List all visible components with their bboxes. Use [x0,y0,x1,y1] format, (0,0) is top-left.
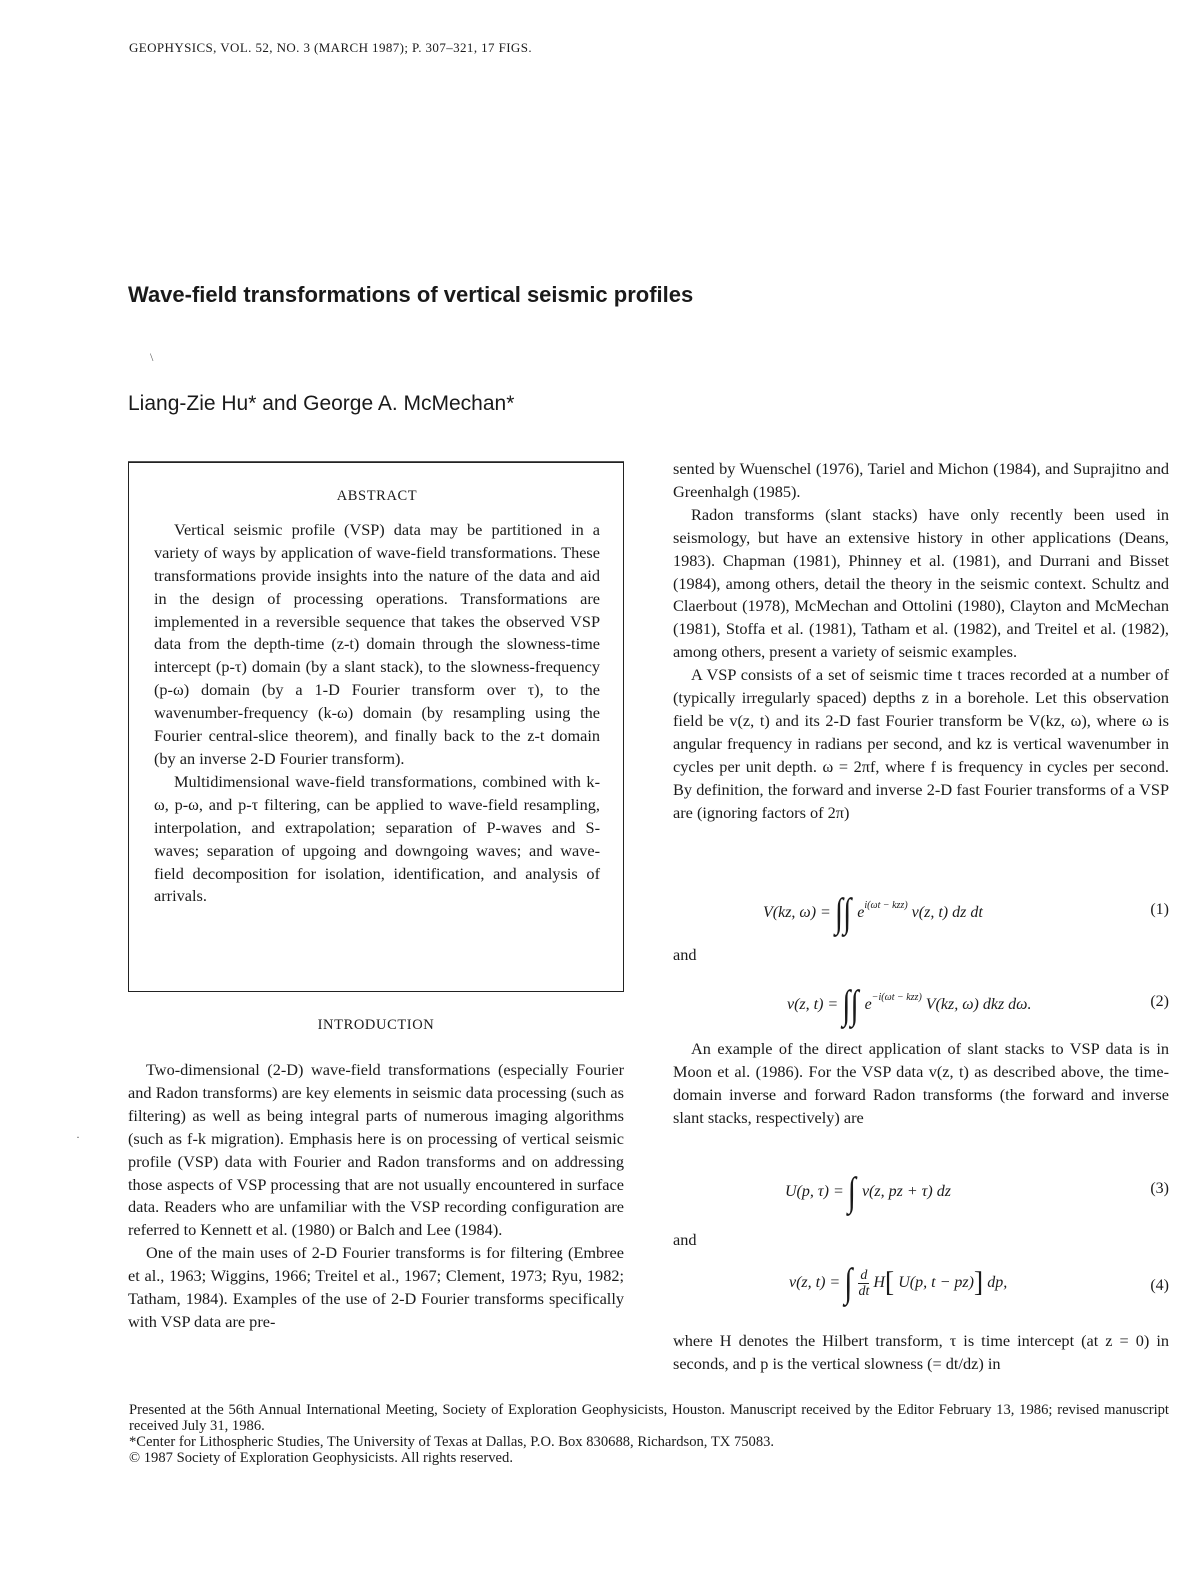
eq2-number: (2) [1150,993,1169,1010]
footnote-copyright: © 1987 Society of Exploration Geophysicists. All rights reserved. [129,1450,513,1466]
eq3-rhs: v(z, pz + τ) dz [861,1183,951,1200]
right-paragraph-4-block [673,1038,1169,1130]
eq3-number: (3) [1150,1180,1169,1197]
eq4-frac-numerator: d [860,1267,868,1283]
integral-icon: ∫ [844,1261,853,1306]
integral-icon: ∫ [847,1170,856,1215]
right-paragraph-4: An example of the direct application of slant stacks to VSP data is in Moon et al. (1986). For the VSP data v(z, t) as described above, the time-domain inverse and forward Radon transforms (the forward and inverse slant stacks, respectively) are [673,1039,1169,1127]
abstract-paragraph-2: Multidimensional wave-field transformations, combined with k-ω, p-ω, and p-τ filtering, can be applied to wave-field resampling, interpolation, and extrapolation; separation of P-waves and S-waves; separation of upgoing and downgoing waves; and wave-field decomposition for isolation, identification, and analysis of arrivals. [154,771,600,906]
eq4-inner: U(p, t − pz) [898,1274,974,1291]
eq2-rhs: V(kz, ω) dkz dω. [925,996,1032,1013]
right-paragraph-2: Radon transforms (slant stacks) have only recently been used in seismology, but have an extensive history in other applications (Deans, 1983). Chapman (1981), Phinney et al. (1981), and Durrani and Bisset (1984), among others, detail the theory in the seismic context. Schultz and Claerbout (1978), McMechan and Ottolini (1980), Clayton and McMechan (1981), Stoffa et al. (1981), Tatham et al. (1982), and Treitel et al. (1982), among others, present a variety of seismic examples. [673,504,1169,662]
eq2-base: e [864,996,872,1013]
right-paragraph-3: A VSP consists of a set of seismic time t traces recorded at a number of (typically irregularly spaced) depths z in a borehole. Let this observation field be v(z, t) and its 2-D fast Fourier transform be V(kz, ω), where ω is angular frequency in radians per second, and kz is vertical wavenumber in cycles per unit depth. ω = 2πf, where f is frequency in cycles per second. By definition, the forward and inverse 2-D fast Fourier transforms of a VSP are (ignoring factors of 2π) [673,665,1169,822]
and-label-1: and [673,945,697,964]
right-paragraph-5: where H denotes the Hilbert transform, τ is time intercept (at z = 0) in seconds, and p is the vertical slowness (= dt/dz) in [673,1331,1169,1373]
eq1-lhs: V(kz, ω) = [763,904,831,921]
abstract-content [154,485,600,908]
double-integral-icon: ∫∫ [834,891,852,936]
eq2-lhs: v(z, t) = [787,996,839,1013]
introduction-body [128,1059,624,1334]
abstract-paragraph-1: Vertical seismic profile (VSP) data may be partitioned in a variety of ways by application of wave-field transformations. These transformations provide insights into the nature of the data and aid in the design of processing operations. Transformations are implemented in a reversible sequence that takes the observed VSP data from the depth-time (z-t) domain through the slowness-time intercept (p-τ) domain (by a slant stack), to the slowness-frequency (p-ω) domain (by a 1-D Fourier transform over τ), to the wavenumber-frequency (k-ω) domain (by resampling using the Fourier central-slice theorem), and finally back to the z-t domain (by an inverse 2-D Fourier transform). [154,519,600,768]
eq4-number: (4) [1150,1277,1169,1294]
abstract-heading: ABSTRACT [336,488,418,504]
eq4-frac-denominator: dt [858,1283,870,1299]
eq1-rhs: v(z, t) dz dt [911,904,983,921]
scan-dot: · [76,1130,80,1144]
authors: Liang-Zie Hu* and George A. McMechan* [128,392,515,415]
double-integral-icon: ∫∫ [842,983,859,1028]
footnote-presented: Presented at the 56th Annual International Meeting, Society of Exploration Geophysicists, Houston. Manuscript received by the Editor February 13, 1986; revised manuscript received July 31, 1986. [129,1402,1169,1434]
equation-1: V(kz, ω) = ∫∫ $e^{i(\omega t - kzz)}$ v(z, t) dz dt (1) [763,891,1169,936]
left-bracket-icon: [ [884,1267,895,1298]
right-bracket-icon: ] [973,1267,984,1298]
and-label-2: and [673,1230,697,1249]
right-paragraph-1: sented by Wuenschel (1976), Tariel and Michon (1984), and Suprajitno and Greenhalgh (1985). [673,459,1169,501]
footnote [129,1402,1169,1466]
equation-2 [673,983,1169,1028]
running-head: GEOPHYSICS, VOL. 52, NO. 3 (MARCH 1987); P. 307–321, 17 FIGS. [129,40,533,55]
paper-title: Wave-field transformations of vertical seismic profiles [128,282,694,307]
eq4-hilbert: H [873,1274,885,1291]
eq1-exponent: i(ωt − kzz) [864,900,908,911]
eq4-derivative [858,1268,869,1299]
right-paragraph-5-block [673,1330,1169,1376]
eq2-exponent: −i(ωt − kzz) [871,992,922,1003]
introduction-paragraph-2: One of the main uses of 2-D Fourier transforms is for filtering (Embree et al., 1963; Wiggins, 1966; Treitel et al., 1967; Clement, 1973; Ryu, 1982; Tatham, 1984). Examples of the use of 2-D Fourier transforms specifically with VSP data are pre- [128,1243,624,1331]
footnote-affiliation: *Center for Lithospheric Studies, The University of Texas at Dallas, P.O. Box 830688, Richardson, TX 75083. [129,1434,775,1450]
introduction-heading: INTRODUCTION [317,1017,435,1033]
equation-3 [673,1170,1169,1215]
right-column-body [673,458,1169,825]
scan-mark: \ [150,350,154,364]
introduction-paragraph-1: Two-dimensional (2-D) wave-field transformations (especially Fourier and Radon transforms) are key elements in seismic data processing (such as filtering) as well as being integral parts of numerous imaging algorithms (such as f-k migration). Emphasis here is on processing of vertical seismic profile (VSP) data with Fourier and Radon transforms and on addressing those aspects of VSP processing that are not usually encountered in surface data. Readers who are unfamiliar with the VSP recording configuration are referred to Kennett et al. (1980) or Balch and Lee (1984). [128,1060,624,1240]
abstract-box [128,462,624,992]
eq1-number: (1) [1150,901,1169,918]
eq3-lhs: U(p, τ) = [785,1183,844,1200]
eq4-lhs: v(z, t) = [789,1274,841,1291]
equation-4 [673,1261,1169,1313]
eq4-rhs: dp, [987,1274,1008,1291]
